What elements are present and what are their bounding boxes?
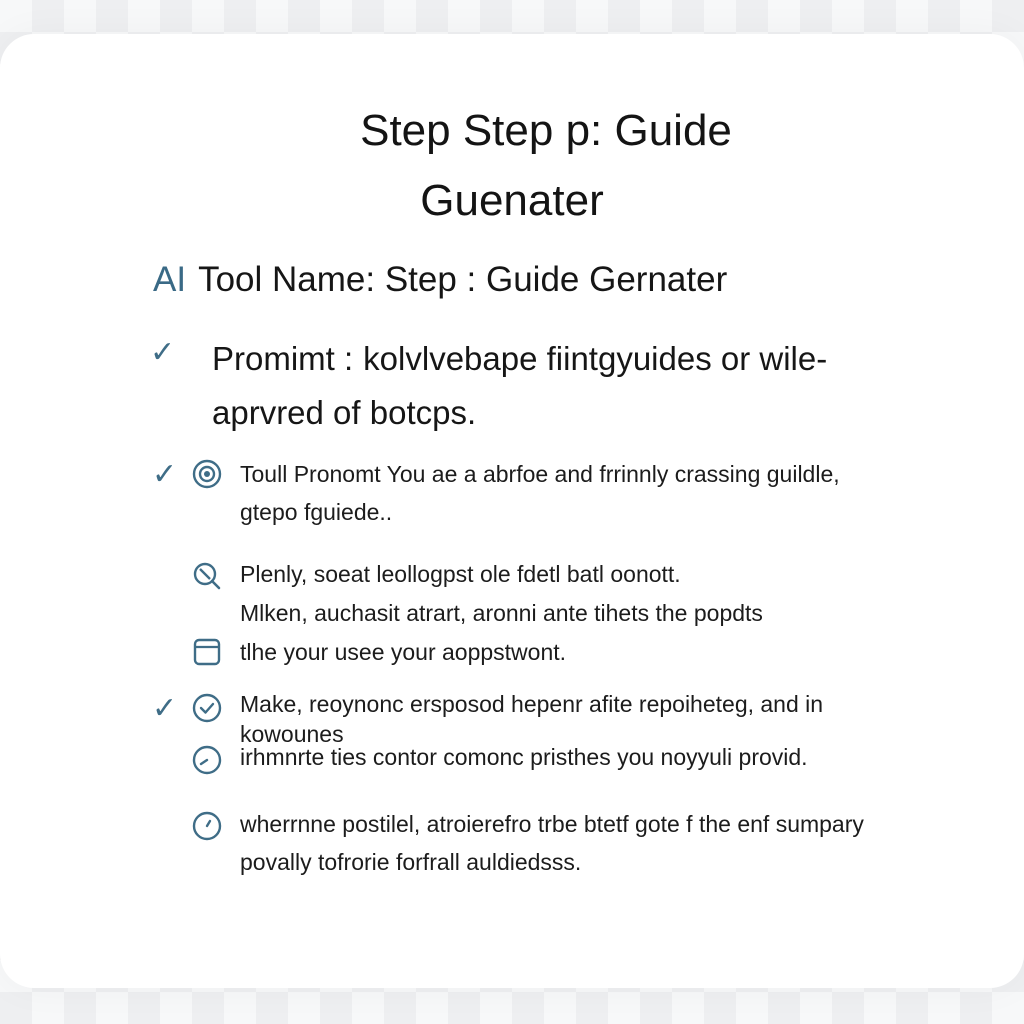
page-title-line-1: Step Step p: Guide xyxy=(360,106,732,155)
prompt-label: Promimt : xyxy=(212,340,354,377)
page-title-line-2: Guenater xyxy=(420,176,604,225)
tool-name-text: Tool Name: Step : Guide Gernater xyxy=(198,260,728,299)
prompt-text xyxy=(212,332,892,440)
check-icon: ✓ xyxy=(150,335,176,370)
ai-label: AI xyxy=(153,260,187,299)
prompt-body: kolvlvebape fiintgyuides or wile-aprvred of botcps. xyxy=(212,340,828,431)
tool-name-heading xyxy=(153,258,727,302)
check-icon: ✓ xyxy=(152,457,178,492)
list-item: Plenly, soeat leollogpst ole fdetl batl oonott. xyxy=(240,561,681,587)
clock-icon xyxy=(192,745,222,775)
list-item: irhmnrte ties contor comonc pristhes you noyyuli provid. xyxy=(240,744,808,770)
clock-icon xyxy=(192,811,222,841)
list-item: Make, reoynonc ersposod hepenr afite repoiheteg, and in kowounes xyxy=(240,691,824,747)
search-icon xyxy=(192,561,222,591)
list-item: tlhe your usee your aoppstwont. xyxy=(240,639,567,665)
check-icon: ✓ xyxy=(152,691,178,726)
list-item: wherrnne postilel, atroierefro trbe btetf gote f the enf sumpary povally tofrorie forfrall auldiedsss. xyxy=(240,811,864,875)
target-icon xyxy=(192,459,222,489)
list-item: Mlken, auchasit atrart, aronni ante tihets the popdts xyxy=(240,600,763,626)
document-icon xyxy=(192,637,222,667)
list-item: Toull Pronomt You ae a abrfoe and frrinnly crassing guildle, gtepo fguiede.. xyxy=(240,461,840,525)
check-circle-icon xyxy=(192,693,222,723)
